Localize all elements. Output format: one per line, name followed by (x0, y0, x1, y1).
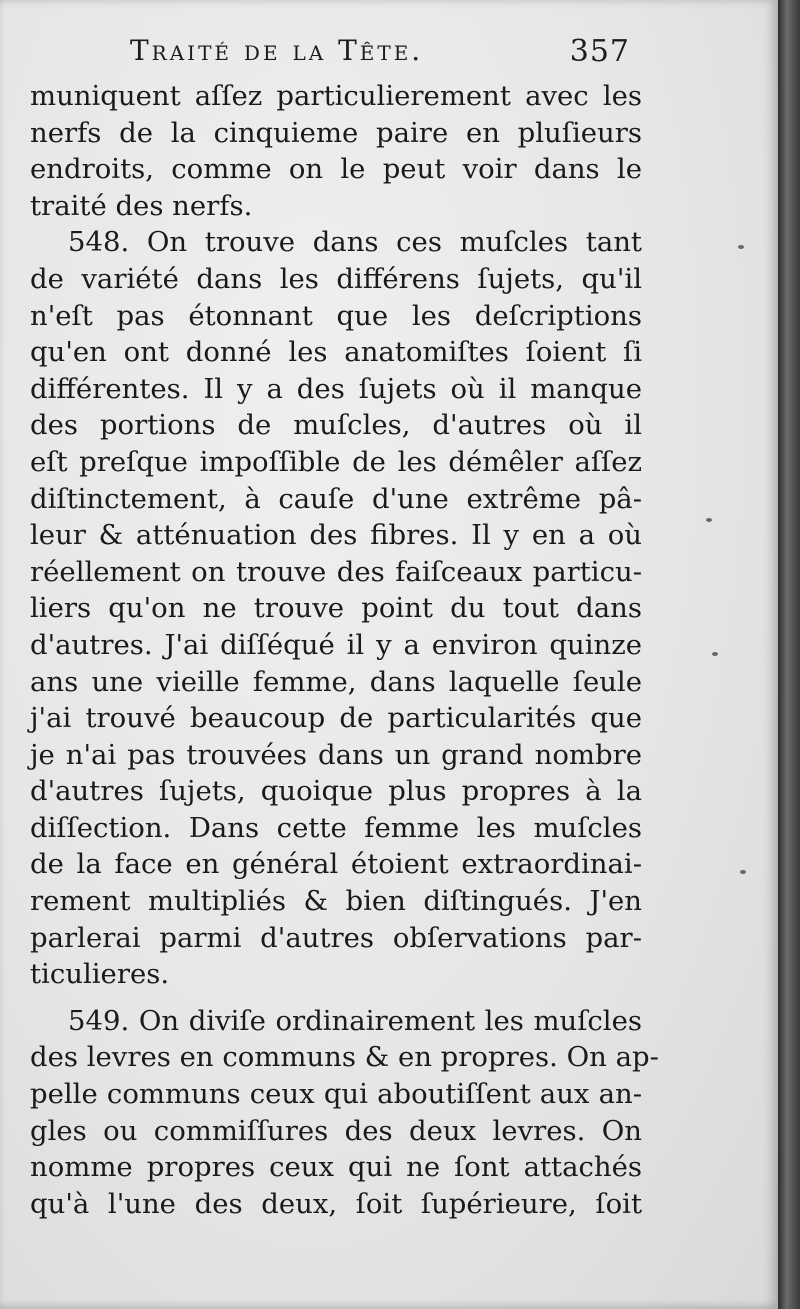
text-line: de variété dans les différens ſujets, qu'il (30, 262, 642, 295)
ink-speck (738, 245, 744, 249)
ink-speck (740, 870, 746, 874)
text-line: diſſection. Dans cette femme les muſcles (30, 811, 642, 844)
paragraph-gap (30, 993, 642, 1003)
text-line: gles ou commiſſures des deux levres. On (30, 1114, 642, 1147)
text-line: différentes. Il y a des ſujets où il manque (30, 372, 642, 405)
text-line: liers qu'on ne trouve point du tout dans (30, 592, 642, 625)
paragraph-549 (30, 1003, 659, 1223)
text-line: des levres en communs & en propres. On ap- (30, 1041, 659, 1074)
text-line: diſtinctement, à cauſe d'une extrême pâ- (30, 482, 642, 515)
text-line: pelle communs ceux qui aboutiſſent aux an- (30, 1078, 642, 1111)
running-title: Traité de la Tête. (130, 34, 424, 67)
text-line: nomme propres ceux qui ne ſont attachés (30, 1151, 642, 1184)
text-line: rement multipliés & bien diſtingués. J'en (30, 885, 642, 918)
paragraph-continuation (30, 78, 642, 224)
text-line: réellement on trouve des faiſceaux particu- (30, 555, 642, 588)
body-text (30, 78, 659, 1222)
ink-speck (712, 652, 718, 656)
text-line: de la face en général étoient extraordinai- (30, 848, 642, 881)
text-line: leur & atténuation des fibres. Il y en a où (30, 519, 642, 552)
text-line: nerfs de la cinquieme paire en pluſieurs (30, 116, 642, 149)
text-line: qu'à l'une des deux, ſoit ſupérieure, ſoit (30, 1187, 642, 1220)
text-line: je n'ai pas trouvées dans un grand nombre (30, 738, 642, 771)
text-line: muniquent aſſez particulierement avec les (30, 80, 642, 112)
text-line: n'eſt pas étonnant que les deſcriptions (30, 299, 642, 332)
text-line: ticulieres. (30, 958, 170, 991)
text-line: d'autres. J'ai diſſéqué il y a environ quinze (30, 628, 642, 661)
text-line: ans une vieille femme, dans laquelle ſeule (30, 665, 642, 698)
page-number: 357 (569, 34, 630, 69)
text-line: endroits, comme on le peut voir dans le (30, 153, 642, 186)
text-line: d'autres ſujets, quoique plus propres à la (30, 775, 642, 808)
running-header (130, 34, 630, 84)
text-line: parlerai parmi d'autres obſervations par- (30, 921, 642, 954)
text-line: 548. On trouve dans ces muſcles tant (68, 226, 642, 259)
text-line: des portions de muſcles, d'autres où il (30, 409, 642, 442)
page-edge (778, 0, 800, 1309)
text-line: traité des nerfs. (30, 189, 253, 222)
text-line: 549. On diviſe ordinairement les muſcles (68, 1004, 642, 1037)
ink-speck (706, 518, 712, 522)
text-line: eſt preſque impoſſible de les démêler aſſez (30, 445, 642, 478)
text-line: j'ai trouvé beaucoup de particularités que (30, 702, 642, 735)
paragraph-548 (30, 224, 642, 992)
text-line: qu'en ont donné les anatomiſtes ſoient ſi (30, 336, 642, 369)
